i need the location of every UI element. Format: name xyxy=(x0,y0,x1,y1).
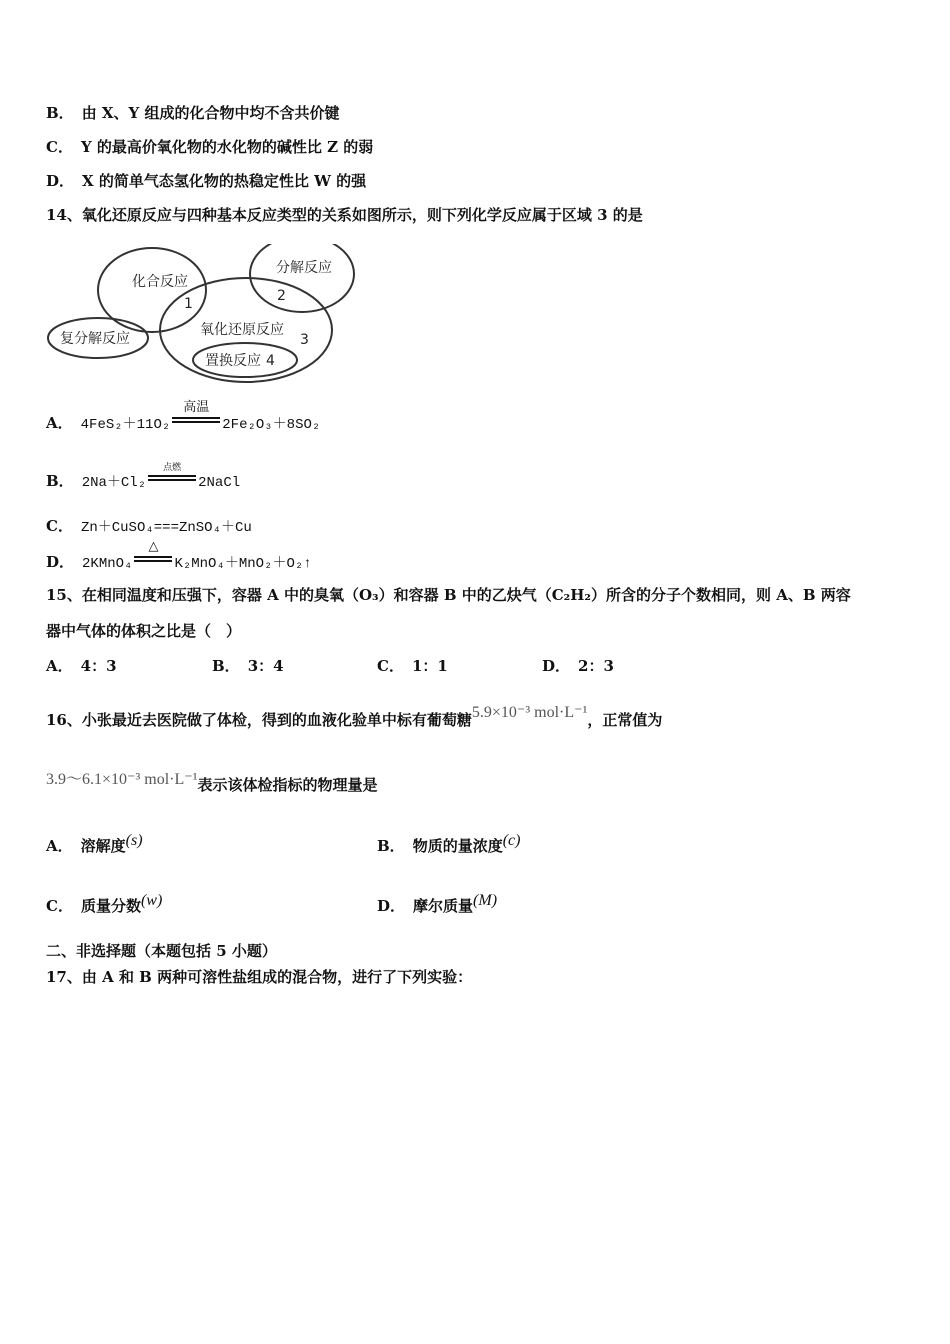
q16-stem-line1: 16、小张最近去医院做了体检，得到的血液化验单中标有葡萄糖5.9×10⁻³ mol·L⁻¹，正常值为 xyxy=(46,704,663,729)
q14-option-c: C． Zn＋CuSO₄===ZnSO₄＋Cu xyxy=(46,517,252,536)
decomposition-circle xyxy=(250,244,354,312)
q16-option-a: A． 溶解度(s) xyxy=(46,832,143,855)
q15-option-d: D． 2：3 xyxy=(542,657,614,675)
condition-arrow: △ xyxy=(132,549,174,567)
q14-option-a: A． 4FeS₂＋11O₂ 高温 2Fe₂O₃＋8SO₂ xyxy=(46,400,321,433)
q13-option-d: D． X 的简单气态氢化物的热稳定性比 W 的强 xyxy=(46,172,367,190)
q15-stem-line1: 15、在相同温度和压强下，容器 A 中的臭氧（O₃）和容器 B 中的乙炔气（C₂H₂）所含的分子个数相同，则 A、B 两容 xyxy=(46,586,851,604)
region-2-label: 2 xyxy=(277,288,286,304)
q14-option-b: B． 2Na＋Cl₂ 点燃 2NaCl xyxy=(46,463,241,491)
redox-label: 氧化还原反应 xyxy=(200,322,284,338)
region-3-label: 3 xyxy=(300,332,309,348)
q15-option-b: B． 3：4 xyxy=(212,657,284,675)
double-decomposition-label: 复分解反应 xyxy=(60,331,130,347)
displacement-label: 置换反应 xyxy=(205,353,261,369)
region-4-label: 4 xyxy=(266,353,275,369)
region-1-label: 1 xyxy=(184,296,193,312)
condition-arrow: 高温 xyxy=(170,410,222,428)
reaction-venn-diagram xyxy=(40,244,380,394)
condition-arrow: 点燃 xyxy=(146,468,198,486)
normal-range: 3.9～6.1×10⁻³ mol·L⁻¹ xyxy=(46,771,198,788)
section-2-title: 二、非选择题（本题包括 5 小题） xyxy=(46,942,277,960)
q16-option-b: B． 物质的量浓度(c) xyxy=(377,832,521,855)
q16-option-d: D． 摩尔质量(M) xyxy=(377,892,498,915)
q16-stem-line2: 3.9～6.1×10⁻³ mol·L⁻¹表示该体检指标的物理量是 xyxy=(46,771,378,794)
q16-option-c: C． 质量分数(w) xyxy=(46,892,163,915)
combination-label: 化合反应 xyxy=(132,274,188,290)
glucose-value: 5.9×10⁻³ mol·L⁻¹ xyxy=(471,704,588,721)
q15-option-c: C． 1：1 xyxy=(377,657,448,675)
q17-stem: 17、由 A 和 B 两种可溶性盐组成的混合物，进行了下列实验： xyxy=(46,968,473,986)
q13-option-c: C． Y 的最高价氧化物的水化物的碱性比 Z 的弱 xyxy=(46,138,374,156)
q14-option-d: D． 2KMnO₄ △ K₂MnO₄＋MnO₂＋O₂↑ xyxy=(46,539,312,572)
q13-option-b: B． 由 X、Y 组成的化合物中均不含共价键 xyxy=(46,104,340,122)
q15-stem-line2: 器中气体的体积之比是（ ） xyxy=(46,622,242,640)
q15-option-a: A． 4：3 xyxy=(46,657,117,675)
decomposition-label: 分解反应 xyxy=(276,260,332,276)
q14-stem: 14、氧化还原反应与四种基本反应类型的关系如图所示，则下列化学反应属于区域 3 的是 xyxy=(46,206,643,224)
